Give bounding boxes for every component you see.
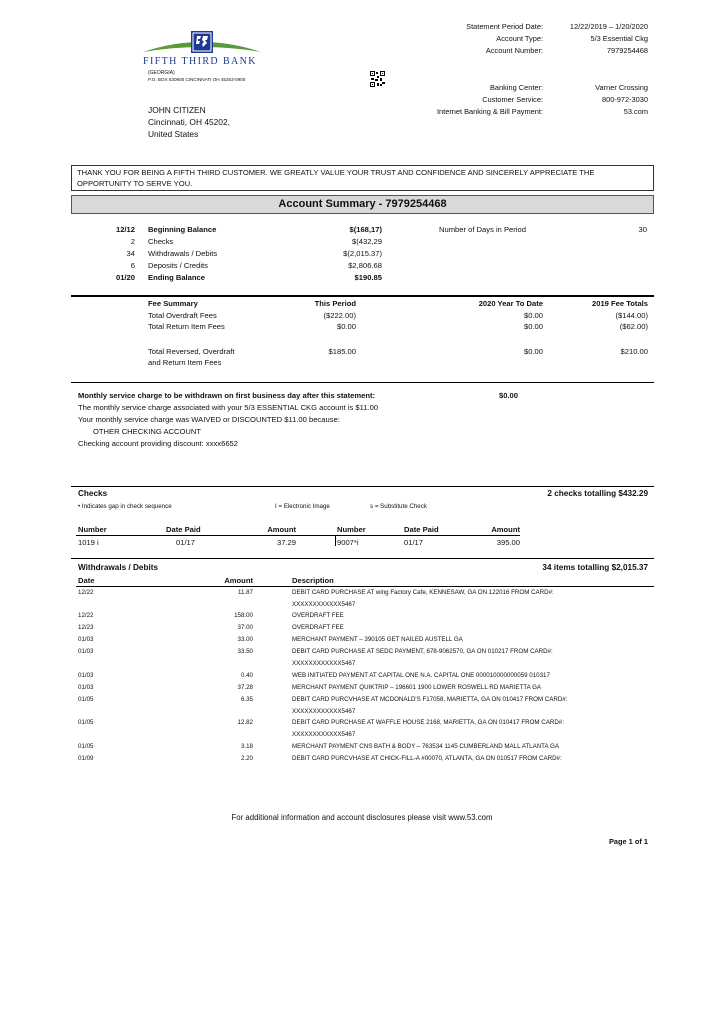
fee-prior: ($144.00): [615, 311, 648, 320]
customer-country: United States: [148, 129, 199, 139]
withdrawal-amount: 33.50: [237, 648, 253, 655]
header-row: [0, 45, 724, 56]
header-value: Varner Crossing: [595, 83, 648, 92]
summary-label: Beginning Balance: [148, 225, 217, 234]
fee-period: ($222.00): [323, 311, 356, 320]
withdrawal-card-number: XXXXXXXXXXXX5467: [292, 708, 356, 715]
fee-header: This Period: [314, 299, 356, 308]
withdrawals-total: 34 items totalling $2,015.37: [542, 563, 648, 572]
summary-label: Ending Balance: [148, 273, 205, 282]
withdrawal-description: MERCHANT PAYMENT QUIKTRIP – 196601 1900 LOWER ROSWELL RD MARIETTA GA: [292, 684, 542, 691]
fee-label: Total Reversed, Overdraft: [148, 347, 235, 356]
header-value: 800-972-3030: [601, 95, 648, 104]
check-cell: 9007*i: [337, 538, 359, 547]
fee-period: $0.00: [336, 322, 356, 331]
divider: [71, 295, 654, 297]
withdrawal-description: OVERDRAFT FEE: [292, 624, 344, 631]
fee-ytd: $0.00: [523, 311, 543, 320]
service-charge-line: The monthly service charge associated with your 5/3 ESSENTIAL CKG account is $11.00: [78, 403, 379, 412]
withdrawal-card-number: XXXXXXXXXXXX5467: [292, 601, 356, 608]
withdrawal-description: MERCHANT PAYMENT CNS BATH & BODY – 763534 1145 CUMBERLAND MALL ATLANTA GA: [292, 743, 559, 750]
withdrawal-amount: 37.28: [237, 684, 253, 691]
page-number: Page 1 of 1: [608, 837, 648, 846]
days-in-period-label: Number of Days in Period: [439, 225, 526, 234]
header-row: [0, 94, 724, 105]
checks-legend: I = Electronic Image: [275, 503, 330, 510]
withdrawal-date: 12/22: [78, 589, 94, 596]
summary-label: Deposits / Credits: [148, 261, 208, 270]
withdrawal-amount: 33.00: [237, 636, 253, 643]
fee-label: Total Overdraft Fees: [148, 311, 217, 320]
header-value: 12/22/2019 – 1/20/2020: [569, 22, 648, 31]
withdrawal-amount: 0.40: [240, 672, 253, 679]
fee-prior: $210.00: [620, 347, 648, 356]
summary-count: 34: [126, 249, 135, 258]
header-row: [0, 21, 724, 32]
withdrawal-description: DEBIT CARD PURCHASE AT WAFFLE HOUSE 2168, MARIETTA, GA ON 010417 FROM CARD#:: [292, 719, 564, 726]
withdrawal-description: DEBIT CARD PURCVHASE AT CHICK-FILL-A #00070, ATLANTA, GA ON 010517 FROM CARD#:: [292, 755, 562, 762]
summary-amount: $190.85: [354, 273, 382, 282]
withdrawals-title: Withdrawals / Debits: [78, 563, 158, 572]
withdrawal-date: 01/09: [78, 755, 94, 762]
check-cell: 395.00: [496, 538, 520, 547]
withdrawals-header: Description: [292, 576, 334, 585]
service-charge-amount: $0.00: [499, 391, 519, 400]
summary-amount: $(168,17): [349, 225, 382, 234]
fee-period: $185.00: [328, 347, 356, 356]
summary-count: 01/20: [115, 273, 135, 282]
summary-amount: $(2,015.37): [343, 249, 382, 258]
checks-header: Number: [78, 525, 107, 534]
divider: [71, 382, 654, 383]
withdrawal-date: 01/03: [78, 648, 94, 655]
fee-label: Total Return Item Fees: [148, 322, 225, 331]
header-label: Account Type:: [496, 34, 543, 43]
withdrawal-date: 12/23: [78, 624, 94, 631]
bank-address: P.O. BOX 630900 CINCINNATI OH 45263-0900: [148, 77, 246, 82]
check-column-divider: [335, 536, 336, 546]
account-summary-title: Account Summary - 7979254468: [71, 195, 654, 214]
fee-prior: ($62.00): [619, 322, 648, 331]
bank-logo-icon: [141, 30, 263, 56]
bank-name: FIFTH THIRD BANK: [143, 56, 257, 67]
days-in-period-value: 30: [638, 225, 647, 234]
fee-ytd: $0.00: [523, 322, 543, 331]
withdrawal-description: OVERDRAFT FEE: [292, 612, 344, 619]
withdrawal-description: DEBIT CARD PURCHASE AT wing Factory Cafe, KENNESAW, GA ON 122016 FROM CARD#:: [292, 589, 554, 596]
service-charge-line: OTHER CHECKING ACCOUNT: [93, 427, 202, 436]
summary-label: Checks: [148, 237, 174, 246]
checks-total: 2 checks totalling $432.29: [547, 489, 648, 498]
withdrawal-date: 12/22: [78, 612, 94, 619]
withdrawal-amount: 158.00: [234, 612, 253, 619]
withdrawal-description: MERCHANT PAYMENT – 390105 GET NAILED AUSTELL GA: [292, 636, 463, 643]
withdrawal-amount: 37.00: [237, 624, 253, 631]
customer-city: Cincinnati, OH 45202,: [148, 117, 230, 127]
checks-header: Date Paid: [166, 525, 201, 534]
header-value: 5/3 Essential Ckg: [590, 34, 648, 43]
checks-header: Date Paid: [404, 525, 439, 534]
header-label: Account Number:: [485, 46, 543, 55]
summary-count: 6: [130, 261, 135, 270]
header-label: Customer Service:: [482, 95, 543, 104]
qr-code: [370, 71, 385, 87]
header-value: 7979254468: [606, 46, 648, 55]
summary-label: Withdrawals / Debits: [148, 249, 218, 258]
withdrawals-header: Amount: [224, 576, 253, 585]
check-cell: 37.29: [276, 538, 296, 547]
withdrawal-date: 01/03: [78, 636, 94, 643]
withdrawal-amount: 12.82: [237, 719, 253, 726]
checks-title: Checks: [78, 489, 108, 498]
footer-disclosure: For additional information and account disclosures please visit www.53.com: [231, 813, 493, 822]
withdrawals-header-divider: [76, 586, 654, 587]
summary-count: 2: [130, 237, 135, 246]
withdrawal-date: 01/03: [78, 672, 94, 679]
customer-name: JOHN CITIZEN: [148, 105, 206, 115]
summary-count: 12/12: [115, 225, 135, 234]
withdrawal-date: 01/05: [78, 743, 94, 750]
service-charge-heading: Monthly service charge to be withdrawn on first business day after this statement:: [78, 391, 376, 400]
withdrawal-amount: 11.87: [237, 589, 253, 596]
check-cell: 01/17: [404, 538, 424, 547]
withdrawal-description: DEBIT CARD PURCHASE AT SEDC PAYMENT, 678-9062570, GA ON 010217 FROM CARD#:: [292, 648, 553, 655]
summary-amount: $2,806.68: [348, 261, 382, 270]
fee-ytd: $0.00: [523, 347, 543, 356]
thank-you-message: THANK YOU FOR BEING A FIFTH THIRD CUSTOMER. WE GREATLY VALUE YOUR TRUST AND CONFIDENCE AND SINCERELY APPRECIATE THE OPPORTUNITY TO SERVE YOU.: [71, 165, 654, 191]
withdrawal-date: 01/05: [78, 719, 94, 726]
header-label: Banking Center:: [490, 83, 543, 92]
header-value: 53.com: [623, 107, 648, 116]
withdrawal-description: DEBIT CARD PURCVHASE AT MCDONALD'S F17058, MARIETTA, GA ON 010417 FROM CARD#:: [292, 696, 568, 703]
checks-header: Number: [337, 525, 366, 534]
withdrawal-date: 01/05: [78, 696, 94, 703]
divider: [71, 486, 654, 487]
fee-label-continued: and Return Item Fees: [148, 358, 222, 367]
checks-legend: s = Substitute Check: [370, 503, 427, 510]
checks-header-divider: [76, 535, 520, 536]
withdrawal-date: 01/03: [78, 684, 94, 691]
checks-header: Amount: [491, 525, 520, 534]
withdrawal-amount: 6.35: [240, 696, 253, 703]
header-label: Statement Period Date:: [466, 22, 543, 31]
header-row: [0, 33, 724, 44]
header-row: [0, 82, 724, 93]
withdrawal-card-number: XXXXXXXXXXXX5467: [292, 731, 356, 738]
fee-header: 2020 Year To Date: [478, 299, 543, 308]
divider: [71, 558, 654, 559]
check-cell: 01/17: [176, 538, 196, 547]
summary-amount: $(432,29: [352, 237, 382, 246]
withdrawals-header: Date: [78, 576, 95, 585]
withdrawal-card-number: XXXXXXXXXXXX5467: [292, 660, 356, 667]
withdrawal-description: WEB INITIATED PAYMENT AT CAPITAL ONE N.A. CAPITAL ONE 000010000000059 010317: [292, 672, 550, 679]
fee-header: 2019 Fee Totals: [592, 299, 648, 308]
service-charge-line: Your monthly service charge was WAIVED or DISCOUNTED $11.00 because:: [78, 415, 340, 424]
bank-state: (GEORGIA): [148, 70, 175, 76]
withdrawal-amount: 2.20: [240, 755, 253, 762]
check-cell: 1019 i: [78, 538, 99, 547]
checks-legend: • Indicates gap in check sequence: [78, 503, 172, 510]
fee-header: Fee Summary: [148, 299, 198, 308]
qr-code-icon: [370, 71, 385, 87]
header-label: Internet Banking & Bill Payment:: [437, 107, 543, 116]
service-charge-line: Checking account providing discount: xxxx6652: [78, 439, 238, 448]
header-row: [0, 106, 724, 117]
checks-header: Amount: [267, 525, 296, 534]
withdrawal-amount: 3.18: [240, 743, 253, 750]
